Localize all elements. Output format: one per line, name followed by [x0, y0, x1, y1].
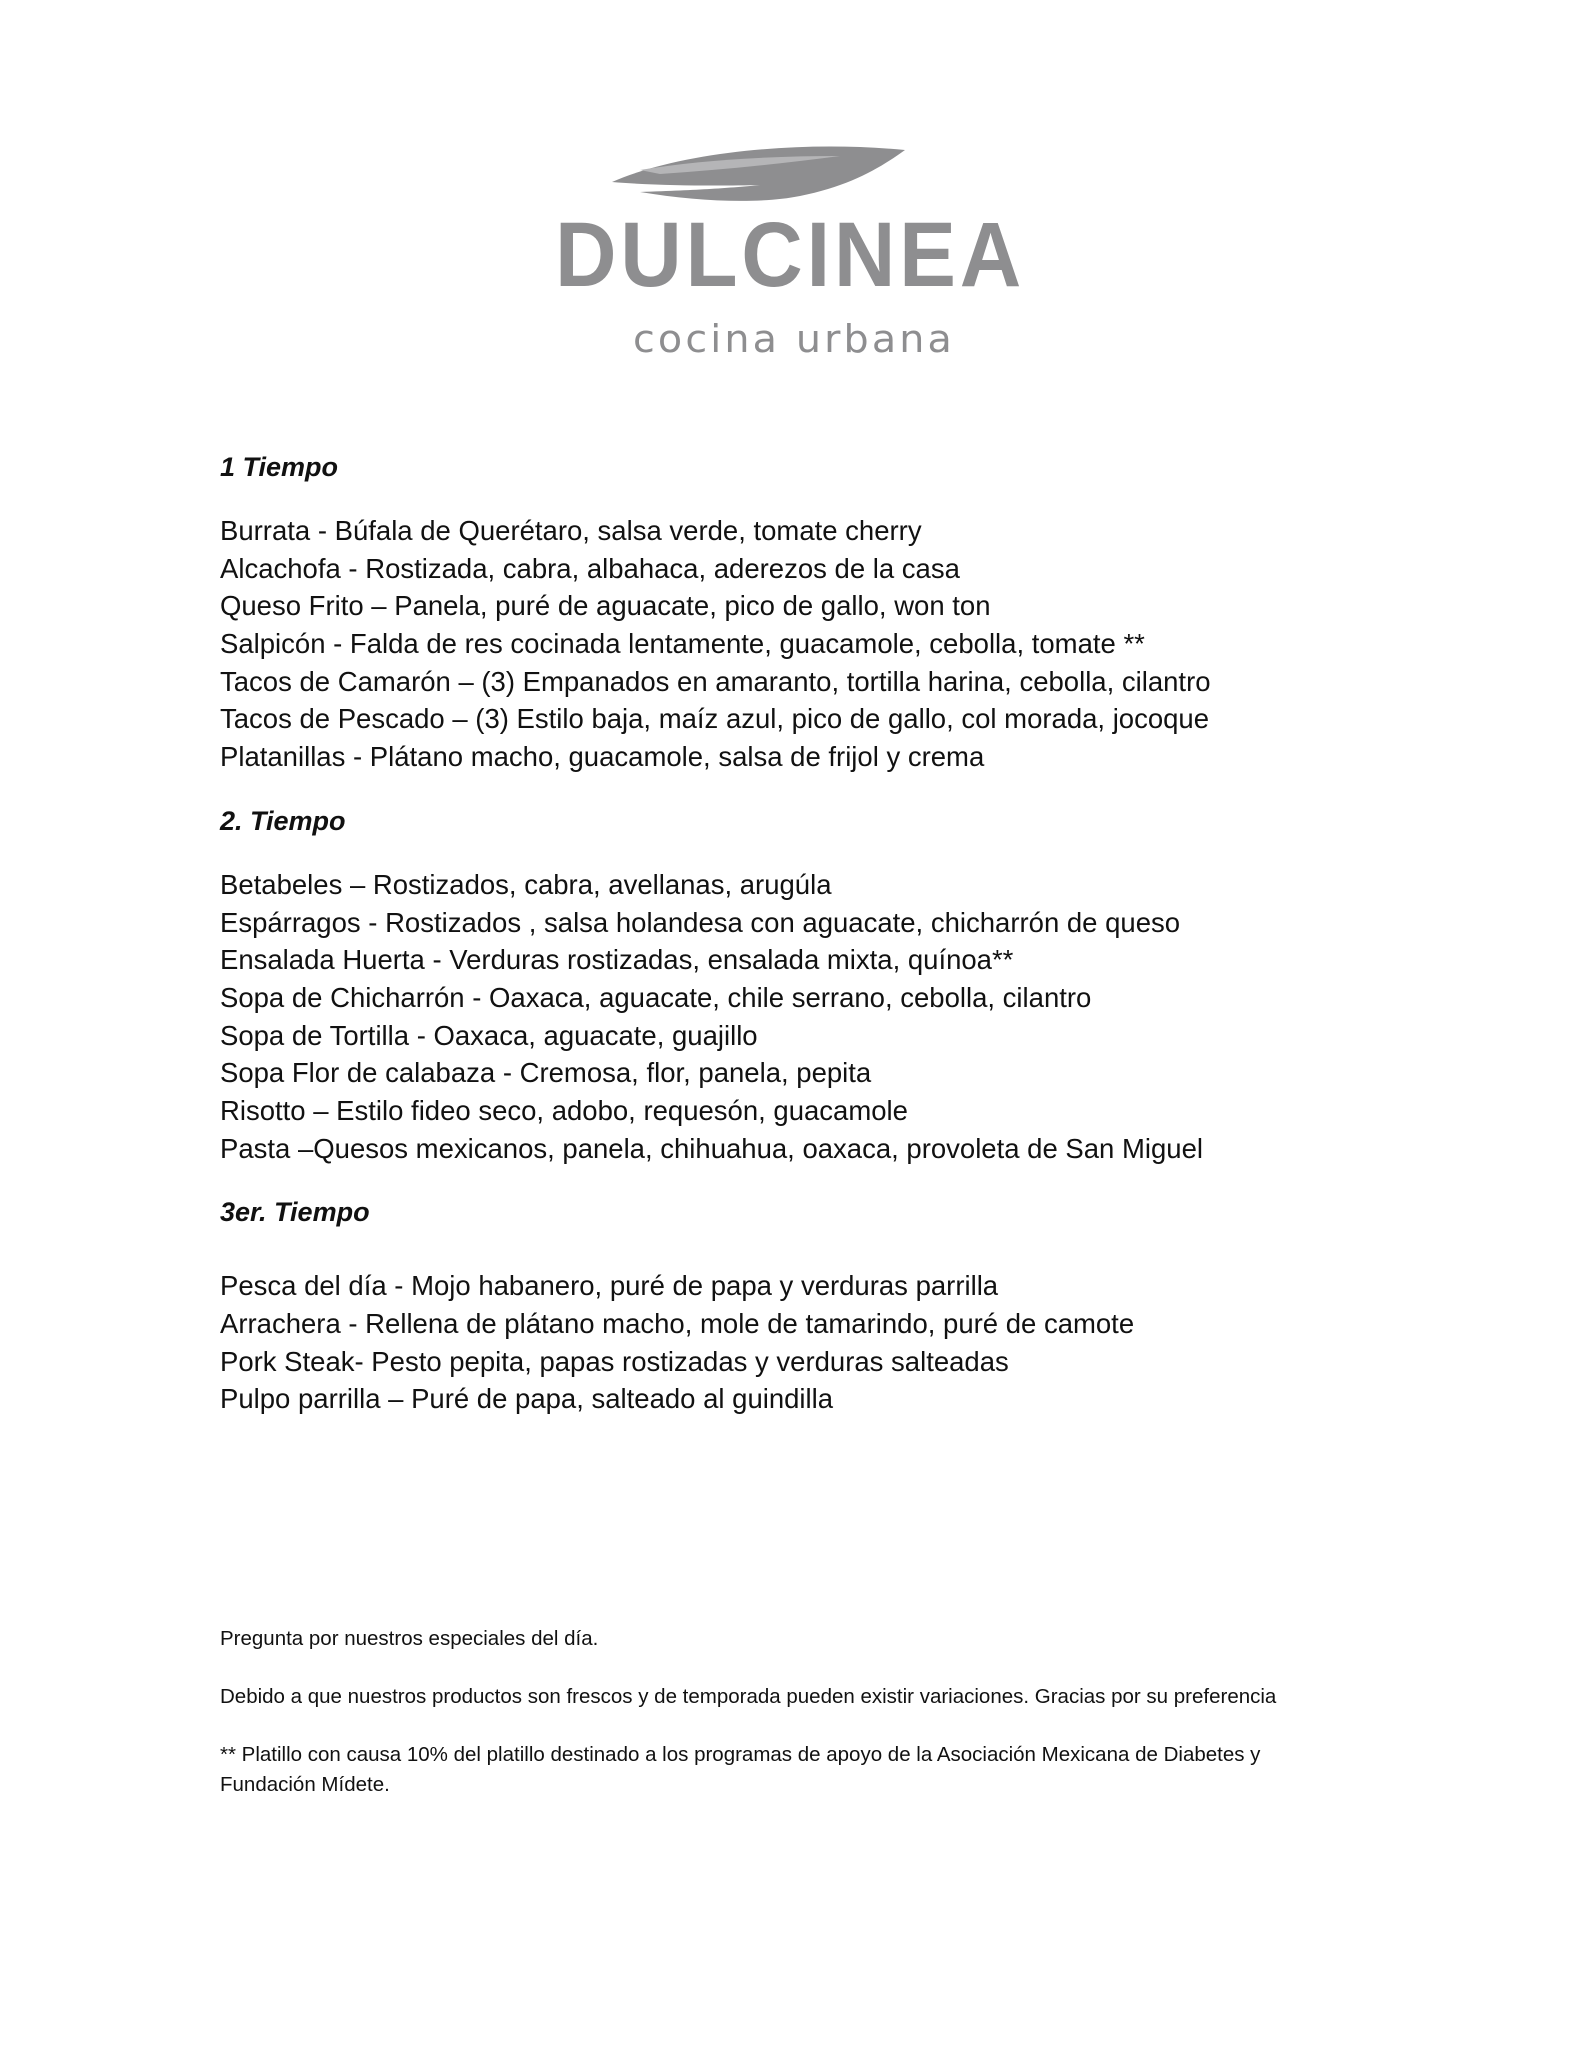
feather-icon — [612, 147, 905, 201]
logo-graphic — [0, 130, 1582, 380]
menu-item: Betabeles – Rostizados, cabra, avellanas, arugúla — [220, 868, 832, 900]
menu-item: Burrata - Búfala de Querétaro, salsa verde, tomate cherry — [220, 515, 922, 546]
section-title: 3er. Tiempo — [220, 1197, 370, 1228]
menu-section-1 — [220, 448, 1420, 776]
menu-item: Risotto – Estilo fideo seco, adobo, requesón, guacamole — [220, 1094, 908, 1126]
menu-item: Ensalada Huerta - Verduras rostizadas, ensalada mixta, quínoa** — [220, 944, 1014, 976]
menu-item: Arrachera - Rellena de plátano macho, mole de tamarindo, puré de camote — [220, 1308, 1135, 1339]
menu-section-2 — [220, 802, 1420, 1168]
menu-item: Pork Steak- Pesto pepita, papas rostizadas y verduras salteadas — [220, 1345, 1009, 1377]
menu-section-3 — [220, 1193, 1420, 1418]
menu-item: Salpicón - Falda de res cocinada lentamente, guacamole, cebolla, tomate ** — [220, 628, 1145, 660]
menu-item: Tacos de Pescado – (3) Estilo baja, maíz azul, pico de gallo, col morada, jocoque — [220, 703, 1210, 735]
menu-item: Tacos de Camarón – (3) Empanados en amaranto, tortilla harina, cebolla, cilantro — [220, 665, 1211, 697]
menu-item: Sopa Flor de calabaza - Cremosa, flor, panela, pepita — [220, 1057, 872, 1089]
brand-tagline: cocina urbana — [633, 317, 955, 361]
menu — [220, 448, 1420, 1418]
menu-item: Queso Frito – Panela, puré de aguacate, pico de gallo, won ton — [220, 590, 991, 622]
menu-item: Sopa de Tortilla - Oaxaca, aguacate, guajillo — [220, 1019, 758, 1051]
menu-item: Alcachofa - Rostizada, cabra, albahaca, aderezos de la casa — [220, 552, 960, 584]
footer-notes — [220, 1624, 1340, 1800]
menu-item: Pulpo parrilla – Puré de papa, salteado al guindilla — [220, 1383, 834, 1415]
item-list — [220, 1267, 1420, 1418]
menu-item: Pasta –Quesos mexicanos, panela, chihuahua, oaxaca, provoleta de San Miguel — [220, 1132, 1203, 1164]
seasonal-note: Debido a que nuestros productos son frescos y de temporada pueden existir variaciones. Gracias por su preferencia — [220, 1685, 1277, 1708]
item-list — [220, 512, 1420, 776]
menu-item: Sopa de Chicharrón - Oaxaca, aguacate, chile serrano, cebolla, cilantro — [220, 981, 1092, 1013]
menu-item: Platanillas - Plátano macho, guacamole, salsa de frijol y crema — [220, 741, 985, 773]
menu-item: Pesca del día - Mojo habanero, puré de papa y verduras parrilla — [220, 1270, 999, 1302]
specials-note: Pregunta por nuestros especiales del día. — [220, 1627, 599, 1650]
charity-note: ** Platillo con causa 10% del platillo destinado a los programas de apoyo de la Asociación Mexicana de Diabetes y Fundación Mídete. — [220, 1743, 1261, 1796]
section-title: 2. Tiempo — [220, 805, 346, 836]
brand-logo — [0, 130, 1582, 380]
section-title: 1 Tiempo — [220, 452, 339, 482]
item-list — [220, 866, 1420, 1168]
menu-item: Espárragos - Rostizados , salsa holandesa con aguacate, chicharrón de queso — [220, 906, 1181, 938]
brand-name: DULCINEA — [555, 204, 1025, 306]
